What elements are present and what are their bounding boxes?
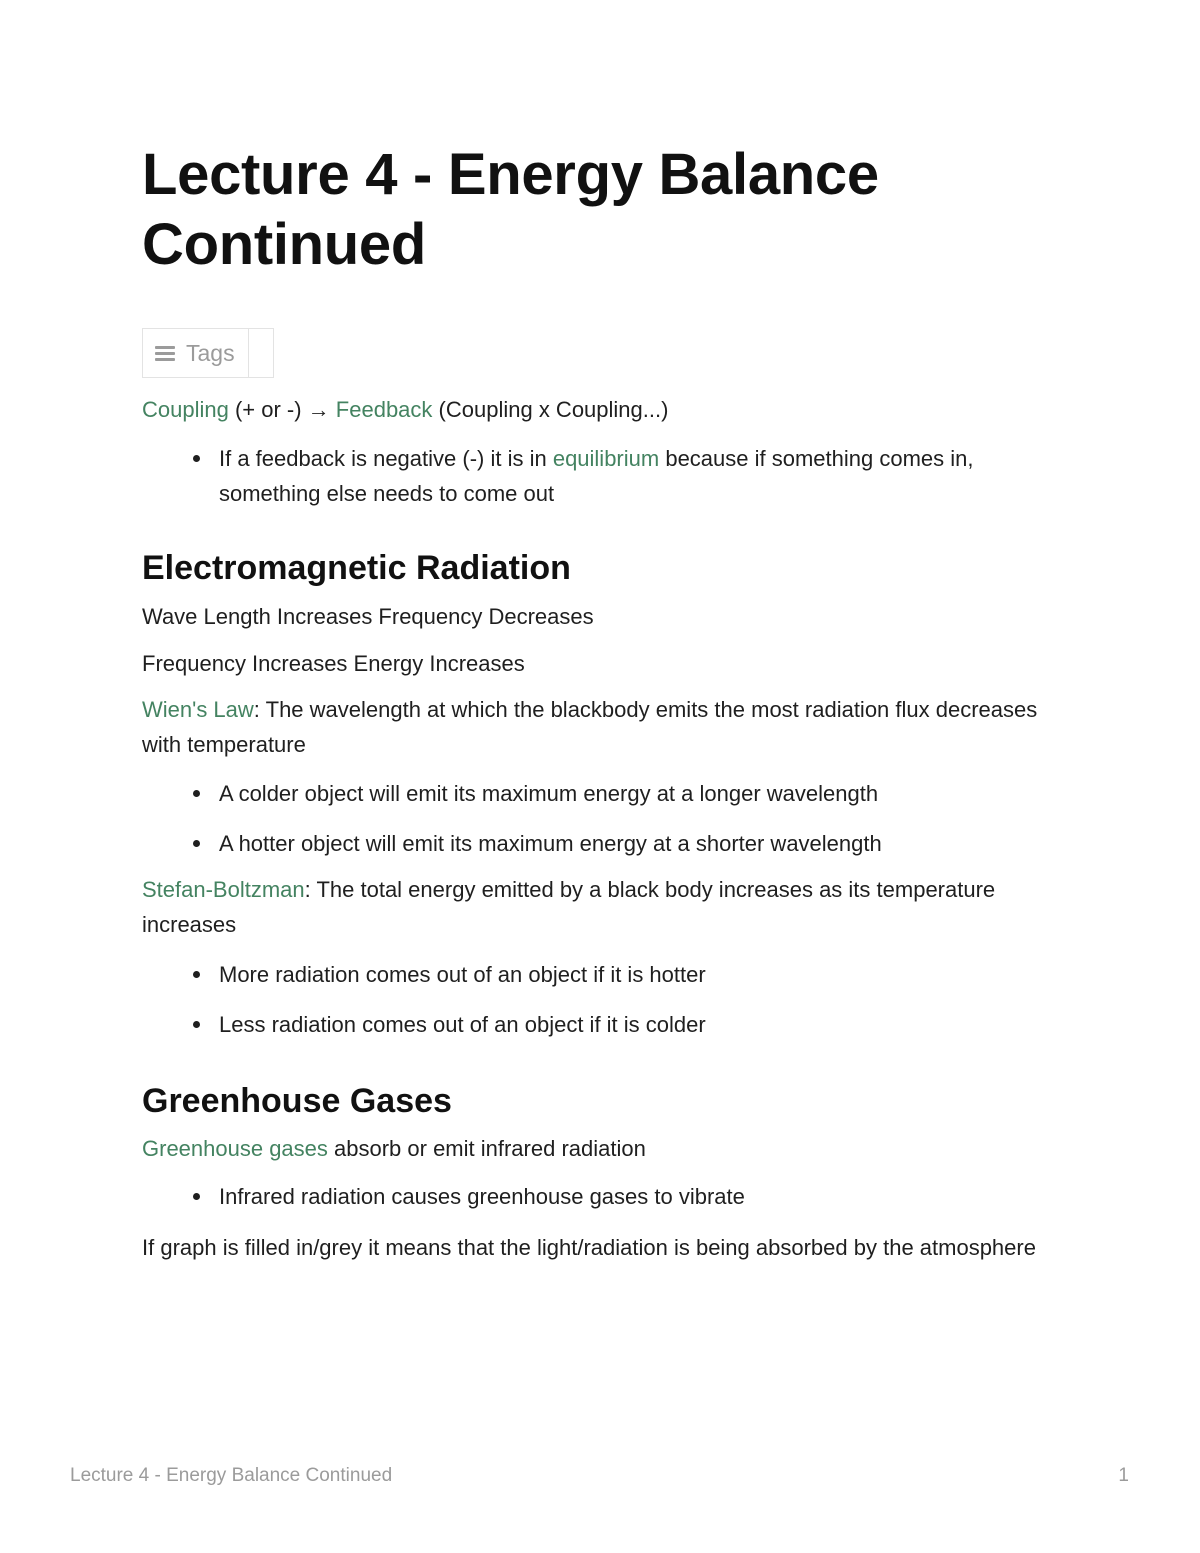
- footer-title: Lecture 4 - Energy Balance Continued: [70, 1465, 393, 1486]
- stefan-list: [142, 957, 1062, 1042]
- list-item: A colder object will emit its maximum energy at a longer wavelength: [142, 776, 1062, 811]
- greenhouse-list: [142, 1179, 1062, 1214]
- tags-label-cell: [143, 329, 249, 377]
- coupling-paragraph: [142, 392, 1062, 427]
- stefan-text: : The total energy emitted by a black body increases as its temperature increases: [142, 877, 996, 937]
- wien-law-link[interactable]: Wien's Law: [142, 697, 254, 722]
- coupling-link[interactable]: Coupling: [142, 397, 229, 422]
- stefan-paragraph: [142, 872, 1062, 942]
- greenhouse-paragraph: [142, 1131, 1062, 1166]
- greenhouse-gases-link[interactable]: Greenhouse gases: [142, 1136, 328, 1161]
- list-item: Less radiation comes out of an object if it is colder: [142, 1007, 1062, 1042]
- feedback-link[interactable]: Feedback: [335, 397, 433, 422]
- greenhouse-text: absorb or emit infrared radiation: [327, 1136, 646, 1161]
- wien-paragraph: [142, 692, 1062, 762]
- list-item: A hotter object will emit its maximum energy at a shorter wavelength: [142, 826, 1062, 861]
- bullet-text: because if something comes in, something else needs to come out: [219, 446, 974, 506]
- graph-note: If graph is filled in/grey it means that the light/radiation is being absorbed by the atmosphere: [142, 1235, 1036, 1260]
- wavelength-line: Wave Length Increases Frequency Decreases: [142, 604, 594, 629]
- tags-label: Tags: [186, 339, 235, 366]
- page-title: Lecture 4 - Energy Balance Continued: [142, 142, 879, 277]
- list-item: More radiation comes out of an object if it is hotter: [142, 957, 1062, 992]
- tags-value-cell: [249, 329, 273, 377]
- list-icon: [155, 345, 175, 361]
- wien-list: [142, 776, 1062, 861]
- list-item: [142, 441, 1062, 511]
- coupling-sign: (+ or -) →: [228, 397, 336, 422]
- stefan-boltzman-link[interactable]: Stefan-Boltzman: [142, 877, 305, 902]
- equilibrium-link[interactable]: equilibrium: [552, 446, 660, 471]
- wien-text: : The wavelength at which the blackbody emits the most radiation flux decreases with temperature: [142, 697, 1038, 757]
- tags-property: [142, 328, 274, 378]
- bullet-text: If a feedback is negative (-) it is in: [219, 446, 553, 471]
- list-item: Infrared radiation causes greenhouse gases to vibrate: [142, 1179, 1062, 1214]
- frequency-line: Frequency Increases Energy Increases: [142, 651, 525, 676]
- page-content: [142, 140, 1062, 1265]
- electromagnetic-heading: Electromagnetic Radiation: [142, 549, 571, 587]
- footer-page-number: 1: [1118, 1465, 1129, 1486]
- greenhouse-heading: Greenhouse Gases: [142, 1082, 452, 1120]
- feedback-list: [142, 441, 1062, 511]
- feedback-rest: (Coupling x Coupling...): [432, 397, 669, 422]
